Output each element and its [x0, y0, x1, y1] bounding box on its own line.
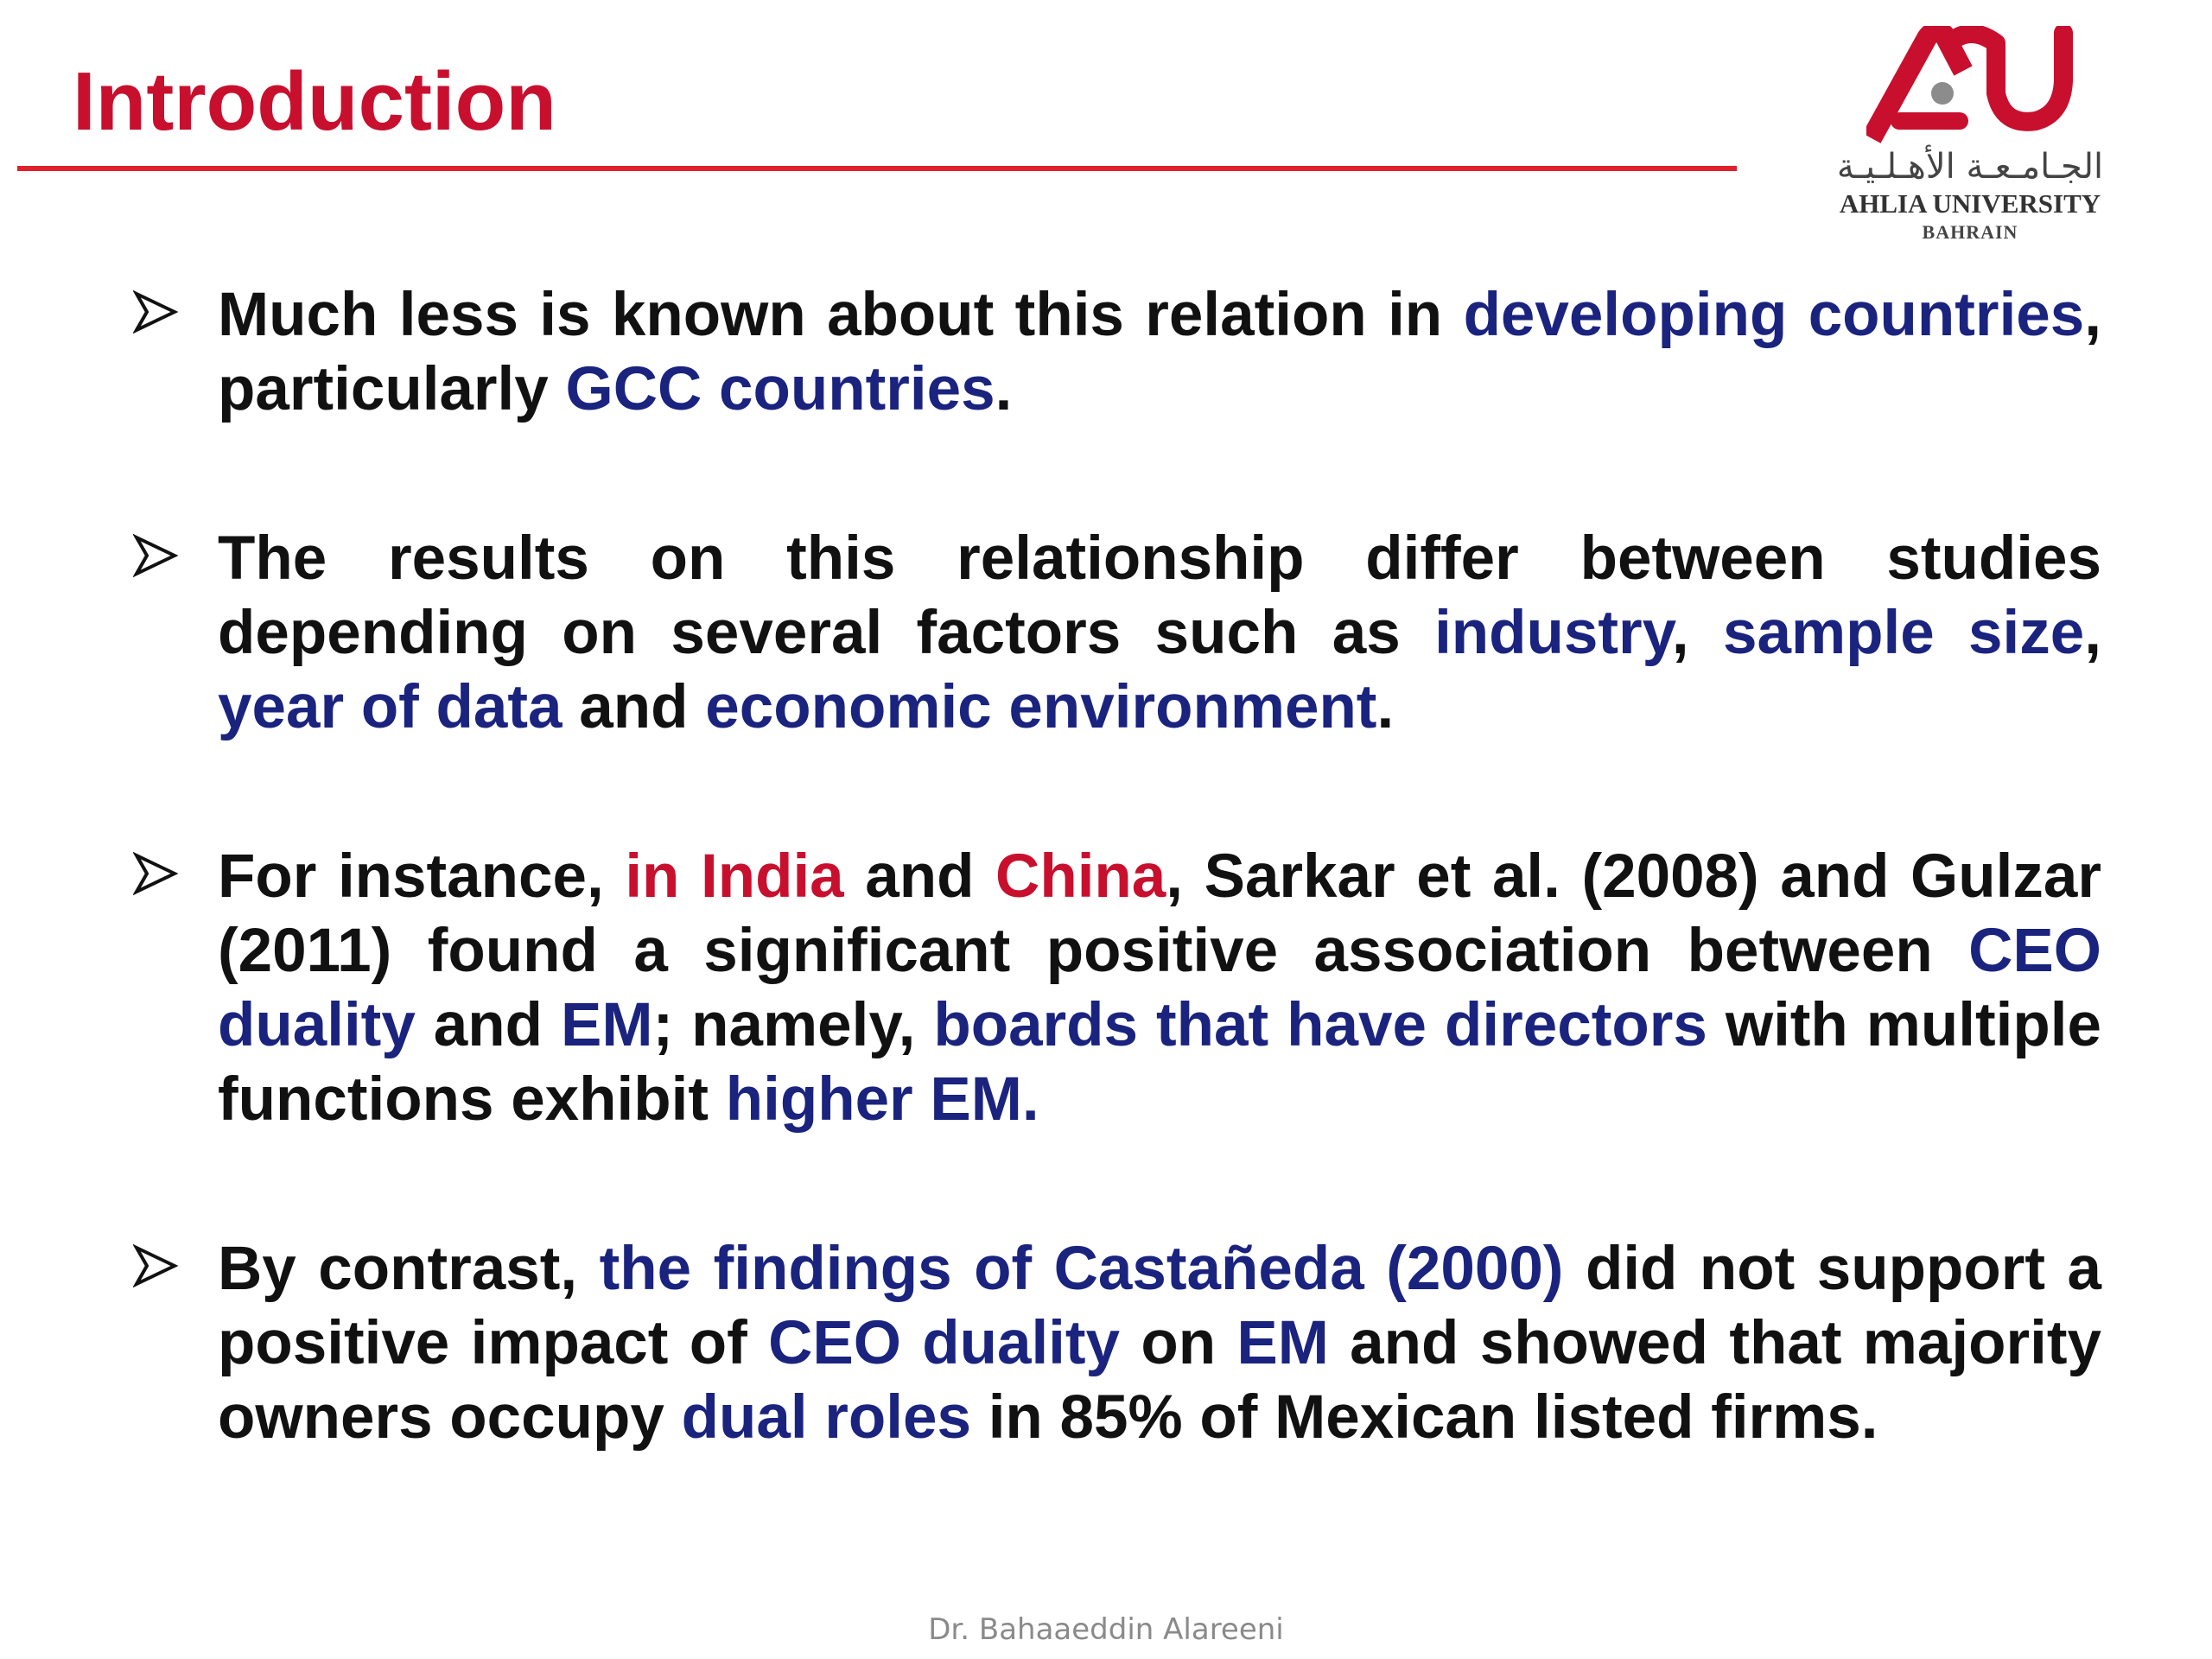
bullet-text: and — [562, 673, 706, 741]
bullet-list — [218, 278, 2101, 1550]
bullet-text: , — [1671, 599, 1723, 667]
logo-university-name: AHLIA UNIVERSITY — [1839, 188, 2101, 219]
highlighted-text: year of data — [218, 673, 563, 741]
bullet-text: By contrast, — [218, 1235, 600, 1303]
highlighted-text: CEO duality — [218, 917, 2101, 1059]
highlighted-text: in India — [625, 842, 844, 911]
bullet-item — [218, 522, 2101, 745]
highlighted-text: EM — [1236, 1309, 1329, 1377]
bullet-text: and — [415, 991, 562, 1059]
university-logo — [1823, 26, 2117, 251]
bullet-text: ; namely, — [652, 991, 934, 1059]
bullet-text: on — [1120, 1309, 1237, 1377]
bullet-text: For instance, — [218, 842, 626, 911]
highlighted-text: sample size — [1723, 599, 2085, 667]
highlighted-text: dual roles — [681, 1383, 971, 1452]
bullet-text: . — [995, 355, 1013, 423]
logo-country: BAHRAIN — [1922, 221, 2018, 243]
slide-title: Introduction — [73, 55, 556, 148]
ahlia-university-logo-mark-icon — [1866, 26, 2074, 147]
highlighted-text: China — [995, 842, 1166, 911]
bullet-item — [218, 1232, 2101, 1455]
highlighted-text: boards that have directors — [933, 991, 1707, 1059]
bullet-item — [218, 278, 2101, 427]
highlighted-text: EM — [561, 991, 653, 1059]
highlighted-text: economic environment — [705, 673, 1377, 741]
bullet-text: . — [1376, 673, 1395, 741]
footer-author: Dr. Bahaaeddin Alareeni — [928, 1612, 1284, 1647]
arrowhead-bullet-icon — [133, 1244, 178, 1287]
highlighted-text: the findings of Castañeda (2000) — [599, 1235, 1564, 1303]
arrowhead-bullet-icon — [133, 290, 178, 334]
bullet-item — [218, 840, 2101, 1137]
title-divider — [17, 166, 1737, 171]
highlighted-text: CEO duality — [768, 1309, 1121, 1377]
highlighted-text: industry — [1434, 599, 1672, 667]
bullet-text: did not support a positive impact of — [218, 1235, 2102, 1377]
logo-arabic-name: الجـامـعـة الأهـلـيـة — [1836, 147, 2104, 187]
arrowhead-bullet-icon — [133, 534, 178, 577]
bullet-text: in 85% of Mexican listed firms. — [970, 1383, 1878, 1452]
highlighted-text: higher EM. — [725, 1065, 1039, 1134]
bullet-text: , particularly — [218, 281, 2101, 423]
bullet-text: and — [843, 842, 996, 911]
bullet-text: and showed that majority owners occupy — [218, 1309, 2101, 1452]
bullet-text: , — [2084, 599, 2101, 667]
highlighted-text: GCC countries — [565, 355, 995, 423]
bullet-text: , Sarkar et al. (2008) and Gulzar (2011) found a significant positive association between — [218, 842, 2101, 985]
bullet-text: The results on this relationship differ between studies depending on several factors such as — [218, 524, 2101, 667]
bullet-text: Much less is known about this relation in — [218, 281, 1464, 349]
bullet-text: with multiple functions exhibit — [218, 991, 2101, 1134]
highlighted-text: developing countries — [1463, 281, 2085, 349]
arrowhead-bullet-icon — [133, 852, 178, 895]
